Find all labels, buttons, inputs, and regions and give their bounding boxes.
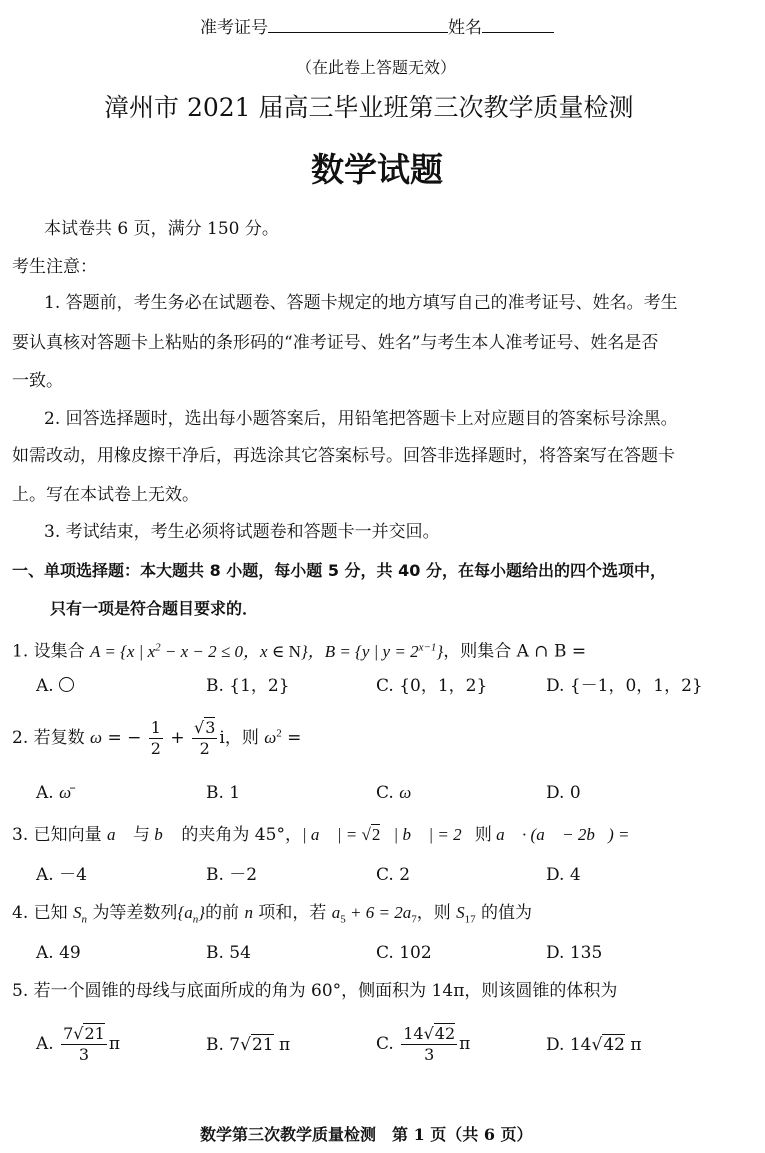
question-4: 4. 已知 $S_n$ 为等差数列$\{a_n\}$的前 n 项和，若 $a_5 + 6 = 2a_7$，则 $S_{17}$ 的值为: [12, 903, 533, 926]
empty-set-icon: [59, 677, 74, 692]
q5-option-d[interactable]: D. 14√42 π: [546, 1035, 642, 1055]
fraction-one-half: $\frac{1}{2}$: [150, 718, 161, 758]
sum-sn: $S_n$: [73, 903, 88, 926]
vectors-a-b: a⃗ 与 b⃗: [107, 825, 176, 844]
section-1-heading-line-2: 只有一项是符合题目要求的．: [50, 599, 259, 618]
notice-2-line-1: 2. 回答选择题时，选出每小题答案后，用铅笔把答题卡上对应题目的答案标号涂黑。: [44, 409, 678, 429]
q1-option-a[interactable]: A.: [36, 675, 74, 697]
q2-option-d[interactable]: D. 0: [546, 783, 581, 803]
q2-option-a[interactable]: A. ω̄: [36, 783, 72, 803]
question-1: [12, 636, 586, 663]
name-blank[interactable]: [482, 16, 554, 33]
sum-s17: $S_{17}$: [456, 903, 476, 926]
vector-conditions: | a⃗ | = √2，| b⃗ | = 2，则 a⃗ · (a⃗ − 2b⃗) =: [301, 825, 630, 844]
subject-title: 数学试题: [311, 150, 443, 189]
question-2: 2. 若复数 ω = − $\frac{1}{2}$ + $\frac{√3}{2}$ i，则 $\omega^2$ =: [12, 718, 302, 758]
question-2-suffix: ，则: [224, 728, 259, 748]
omega-squared: $\omega^2$: [264, 727, 282, 747]
question-3: [12, 824, 630, 846]
q3-option-b[interactable]: B. －2: [206, 865, 258, 885]
omega-option: ω: [399, 783, 412, 802]
sequence-an: $\{a_n\}$: [177, 903, 206, 926]
question-1-prefix: 1. 设集合: [12, 641, 85, 662]
exam-number-blank[interactable]: [268, 16, 448, 33]
question-5: 5. 若一个圆锥的母线与底面所成的角为 60°，侧面积为 14π，则该圆锥的体积为: [12, 981, 618, 1001]
q1-option-b[interactable]: B. {1，2}: [206, 676, 290, 696]
q1-option-d[interactable]: D. {－1，0，1，2}: [546, 676, 703, 696]
question-2-prefix: 2. 若复数: [12, 728, 85, 748]
notice-2-line-2: 如需改动，用橡皮擦干净后，再选涂其它答案标号。回答非选择题时，将答案写在答题卡: [12, 446, 675, 466]
notice-1-line-1: 1. 答题前，考生务必在试题卷、答题卡规定的地方填写自己的准考证号、姓名。考生: [44, 293, 678, 313]
q5-option-c[interactable]: C. $\frac{14√42}{3}$ π: [376, 1024, 471, 1064]
q3-option-c[interactable]: C. 2: [376, 865, 411, 885]
section-1-heading-line-1: 一、单项选择题：本大题共 8 小题，每小题 5 分，共 40 分，在每小题给出的四个选项中，: [12, 561, 666, 580]
notice-3: 3. 考试结束，考生必须将试题卷和答题卡一并交回。: [44, 522, 440, 542]
condition-equation: $a_5 + 6 = 2a_7$: [331, 903, 417, 926]
notice-2-line-3: 上。写在本试卷上无效。: [12, 485, 199, 505]
q4-option-d[interactable]: D. 135: [546, 943, 603, 963]
exam-title: 漳州市 2021 届高三毕业班第三次教学质量检测: [104, 93, 634, 122]
q3-option-a[interactable]: A. －4: [36, 865, 87, 885]
omega-symbol: ω: [90, 728, 103, 747]
question-3-middle: 的夹角为 45°，: [181, 825, 302, 845]
name-label: 姓名: [448, 18, 482, 38]
exam-number-label: 准考证号: [200, 18, 268, 38]
question-1-suffix: ，则集合 A ∩ B =: [443, 641, 587, 662]
q5-option-a[interactable]: A. $\frac{7√21}{3}$ π: [36, 1024, 121, 1064]
fraction-sqrt3-half: $\frac{√3}{2}$: [194, 718, 216, 758]
page-footer: 数学第三次教学质量检测 第 1 页（共 6 页）: [200, 1125, 533, 1144]
q4-option-c[interactable]: C. 102: [376, 943, 432, 963]
invalid-note: （在此卷上答题无效）: [296, 58, 457, 77]
q2-option-b[interactable]: B. 1: [206, 783, 241, 803]
notice-1-line-3: 一致。: [12, 371, 63, 391]
q3-option-d[interactable]: D. 4: [546, 865, 581, 885]
q1-option-c[interactable]: C. {0，1，2}: [376, 676, 488, 696]
q2-option-c[interactable]: C. ω: [376, 783, 412, 803]
question-3-prefix: 3. 已知向量: [12, 825, 102, 845]
intro-text: 本试卷共 6 页，满分 150 分。: [44, 219, 279, 239]
q4-option-b[interactable]: B. 54: [206, 943, 251, 963]
notice-1-line-2: 要认真核对答题卡上粘贴的条形码的“准考证号、姓名”与考生本人准考证号、姓名是否: [12, 333, 659, 353]
set-a-expression: A = {x | $x^2 - x - 2 \le 0$，x ∈ N}，B = {y | $y = 2^{x-1}$}: [90, 641, 444, 661]
q4-option-a[interactable]: A. 49: [36, 943, 81, 963]
exam-number-field: [200, 16, 554, 39]
omega-conjugate: ω̄: [59, 783, 72, 802]
notice-heading: 考生注意：: [12, 257, 97, 277]
q5-option-b[interactable]: B. 7√21 π: [206, 1035, 291, 1055]
